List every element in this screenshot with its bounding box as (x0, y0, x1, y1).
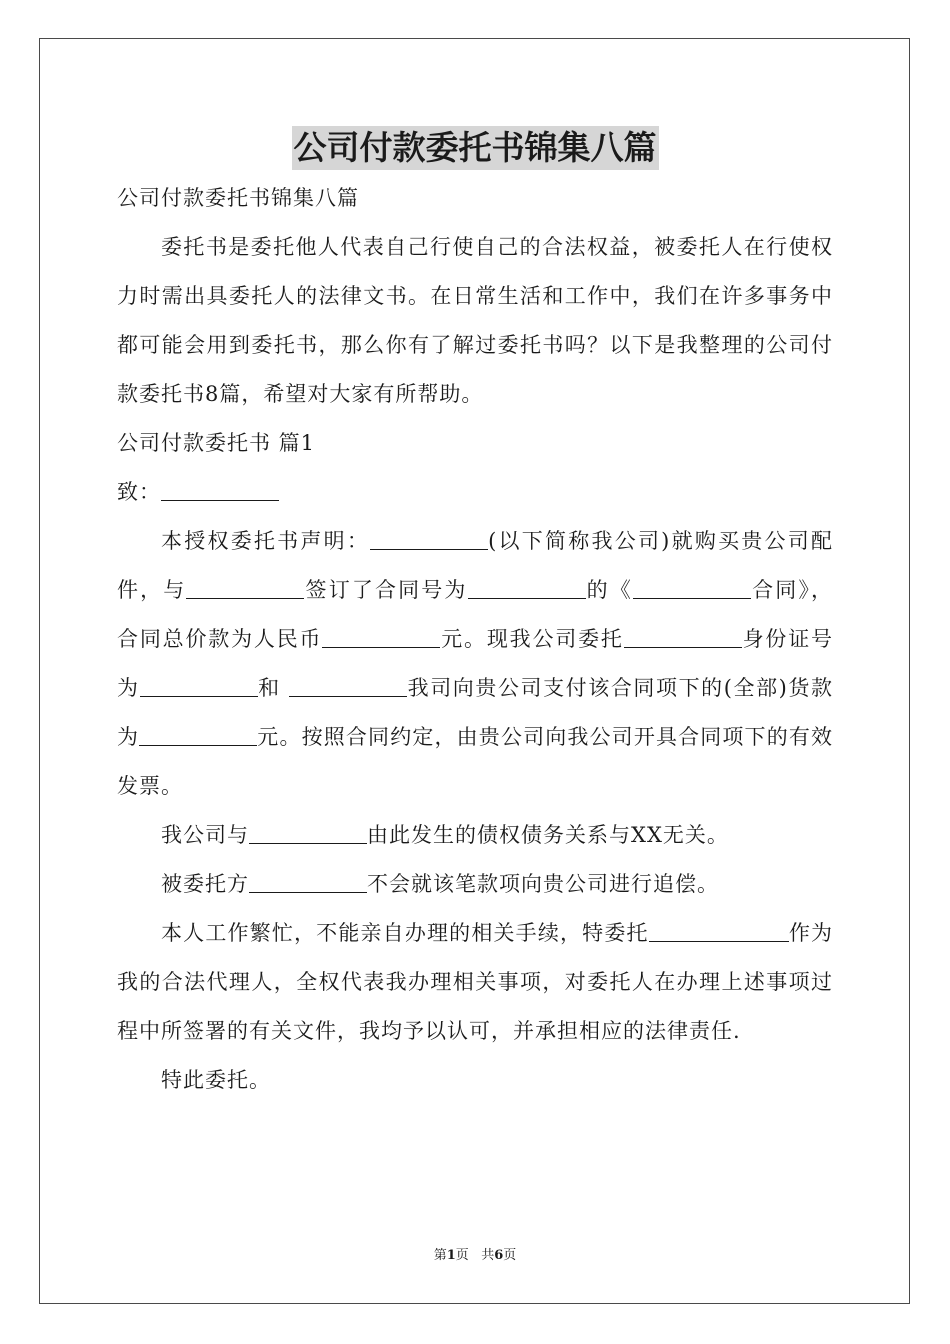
intro-paragraph: 委托书是委托他人代表自己行使自己的合法权益，被委托人在行使权力时需出具委托人的法律文书。在日常生活和工作中，我们在许多事务中都可能会用到委托书，那么你有了解过委托书吗？以下是我整理的公司付款委托书8篇，希望对大家有所帮助。 (117, 235, 833, 406)
trustee-paragraph (117, 860, 833, 909)
addressee-blank (161, 479, 279, 501)
total-price-blank (322, 626, 440, 648)
document-title: 公司付款委托书锦集八篇 (292, 126, 659, 170)
relation-text: 由此发生的债权债务关系与XX无关。 (367, 823, 729, 847)
page-number: 1 (446, 1248, 456, 1263)
declaration-paragraph (117, 517, 833, 811)
declaration-text: 合同》，合同总价款为人民币 (117, 578, 834, 651)
title-area (0, 126, 950, 170)
trustee-blank (249, 871, 367, 893)
agent-blank (624, 626, 742, 648)
declaration-text: (以下简称我公司)就购买贵公司配件，与 (117, 529, 833, 602)
page-total: 6 (494, 1248, 504, 1263)
party-blank (186, 577, 304, 599)
declaration-text: 和 (257, 676, 281, 700)
document-body (117, 174, 833, 1105)
second-agent-blank (289, 675, 407, 697)
delegation-text: 本人工作繁忙，不能亲自办理的相关手续，特委托 (161, 921, 649, 945)
footer-text: 页 (503, 1248, 517, 1263)
closing-line: 特此委托。 (161, 1068, 271, 1092)
contract-number-blank (468, 577, 586, 599)
document-subtitle: 公司付款委托书锦集八篇 (117, 186, 359, 210)
section-heading: 公司付款委托书 篇1 (117, 431, 316, 455)
declaration-text: 我司向贵公司支付该合同项下的(全部)货款为 (117, 676, 834, 749)
id-number-blank (140, 675, 258, 697)
payment-amount-blank (139, 724, 257, 746)
delegation-paragraph (117, 909, 833, 1056)
relation-blank (249, 822, 367, 844)
company-blank (370, 528, 488, 550)
footer-text: 页 (455, 1248, 469, 1263)
delegation-text: 作为我的合法代理人，全权代表我办理相关事项，对委托人在办理上述事项过程中所签署的有关文件，我均予以认可，并承担相应的法律责任. (117, 921, 834, 1043)
addressee-line (117, 468, 833, 517)
declaration-text: 签订了合同号为 (304, 578, 468, 602)
delegate-blank (649, 920, 789, 942)
declaration-text: 身份证号为 (117, 627, 834, 700)
declaration-text: 的《 (585, 578, 633, 602)
trustee-text: 不会就该笔款项向贵公司进行追偿。 (367, 872, 719, 896)
page-footer (0, 1247, 950, 1265)
relation-text: 我公司与 (161, 823, 249, 847)
declaration-text: 元。现我公司委托 (440, 627, 624, 651)
declaration-text: 本授权委托书声明： (161, 529, 371, 553)
declaration-text: 元。按照合同约定，由贵公司向我公司开具合同项下的有效发票。 (117, 725, 834, 798)
contract-name-blank (633, 577, 751, 599)
to-label: 致： (117, 480, 161, 504)
footer-text: 第 (433, 1248, 447, 1263)
relation-paragraph (117, 811, 833, 860)
footer-text: 共 (481, 1248, 495, 1263)
trustee-text: 被委托方 (161, 872, 249, 896)
